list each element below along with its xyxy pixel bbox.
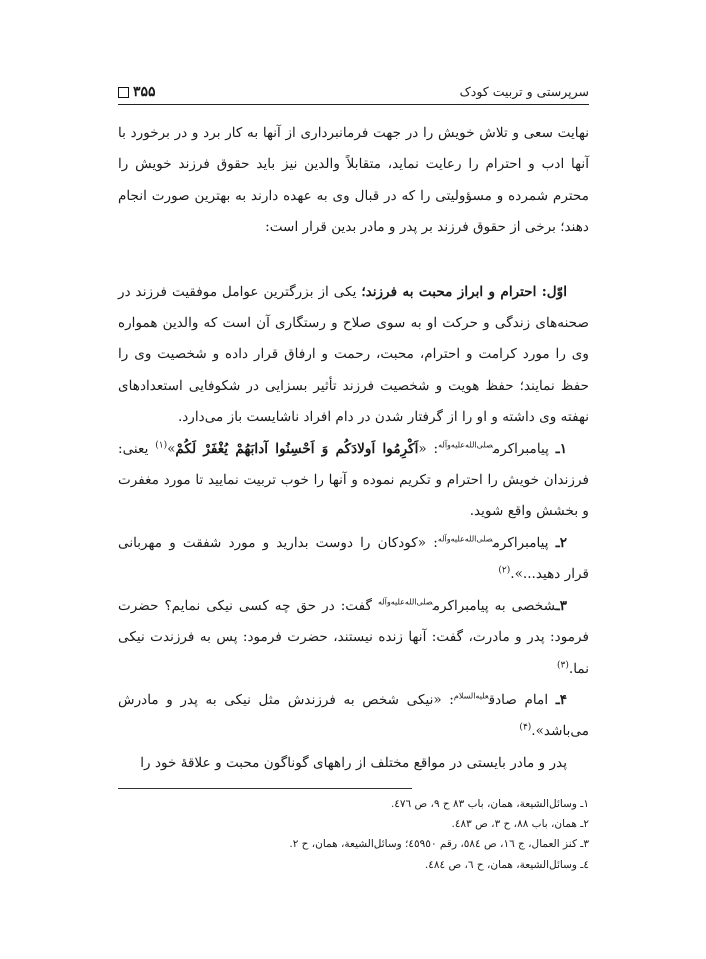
running-header [118,78,589,105]
item-number: ۳ـ [555,597,567,614]
list-item-3 [118,591,589,685]
main-text [118,118,589,779]
footnote-ref-3[interactable]: (۳) [557,659,569,670]
list-item-1 [118,434,589,528]
punctuation: : « [418,440,439,457]
footnote-1: ١ـ وسائل‌الشیعة، همان، باب ٨٣ ح ٩، ص ٤٧٦. [390,798,589,810]
list-item-2 [118,528,589,591]
page-number [118,84,156,104]
intro-paragraph: نهایت سعی و تلاش خویش را در جهت فرمانبرداری از آنها به کار برد و در برخورد با آنها ادب و احترام را رعایت نماید، متقابلاً والدین نیز باید حقوق فرزند خویش را محترم شمرده و مسؤولیتی را که در قبال وی به عهده دارند به بهترین صورت انجام دهند؛ برخی از حقوق فرزند بر پدر و مادر بدین قرار است: [118,125,589,236]
item-speaker: پیامبراکرم [492,440,556,457]
item-text: گفت: در حق چه کسی نیکی نمایم؟ حضرت فرمود: پدر و مادرت، گفت: آنها زنده نیستند، حضرت فرمود: پس به فرزندت نیکی نما. [118,597,589,677]
footnote-4: ٤ـ وسائل‌الشیعة، همان، ح ٦، ص ٤٨٤. [424,858,589,871]
section-text: یکی از بزرگترین عوامل موفقیت فرزند در صحنه‌های زندگی و حرکت او به سوی صلاح و رستگاری آن است که والدین همواره وی را مورد کرامت و احترام، محبت، رحمت و ارفاق قرار داده و شخصیت وی را حفظ نمایند؛ حفظ هویت و شخصیت فرزند تأثیر بسزایی در شکوفایی استعدادهای نهفته وی داشته و او را از گرفتار شدن در دام افراد ناشایست باز می‌دارد. [118,283,589,426]
item-text: یعنی: فرزندان خویش را احترام و تکریم نموده و آنها را خوب تربیت نمایید تا مورد مغفرت و بخشش واقع شوید. [118,440,589,520]
salawat-symbol: صلی‌الله‌علیه‌وآله [438,440,493,450]
square-outline-icon [118,87,129,98]
list-item-4 [118,685,589,748]
item-speaker: امام صادق [488,691,556,708]
footnote-3: ٣ـ کنز العمال، ج ١٦، ص ٥٨٤، رقم ٤٥٩٥٠؛ وسائل‌الشیعة، همان، ح ٢. [289,838,589,851]
salawat-symbol: علیه‌السلام [453,691,489,701]
footnote-divider [118,788,412,789]
footnote-ref-2[interactable]: (۲) [498,565,511,576]
footnotes [118,794,589,875]
salawat-symbol: صلی‌الله‌علیه‌وآله [377,597,433,607]
item-text: : «نیکی شخص به فرزندش مثل نیکی به پدر و مادرش می‌باشد». [118,691,589,740]
item-number: ۲ـ [555,534,568,551]
footnote-ref-1[interactable]: (۱) [155,440,168,451]
section-heading: اوّل: احترام و ابراز محبت به فرزند؛ [361,283,567,300]
punctuation: » [167,440,176,457]
book-title: سرپرستی و تربیت کودک [459,84,589,99]
item-speaker: شخصی به پیامبراکرم [432,597,556,614]
footnote-ref-4[interactable]: (۴) [519,722,532,733]
closing-paragraph: پدر و مادر بایستی در مواقع مختلف از راههای گوناگون محبت و علاقهٔ خود را [140,754,567,771]
section-paragraph [118,277,589,434]
item-text: : «کودکان را دوست بدارید و مورد شفقت و مهربانی قرار دهید...». [118,534,589,583]
footnote-2: ٢ـ همان، باب ٨٨، ح ٣، ص ٤٨٣. [451,818,589,831]
item-number: ۴ـ [555,691,568,708]
item-number: ۱ـ [555,440,567,457]
item-speaker: پیامبراکرم [492,534,556,551]
salawat-symbol: صلی‌الله‌علیه‌وآله [437,534,493,544]
paragraph-gap [118,244,589,277]
page-number-text: ۳۵۵ [133,84,156,100]
arabic-hadith: اَكْرِمُوا اَولادَكُم وَ اَحْسِنُوا آدابَهُمْ يُغْفَرْ لَكُمْ [175,440,419,457]
